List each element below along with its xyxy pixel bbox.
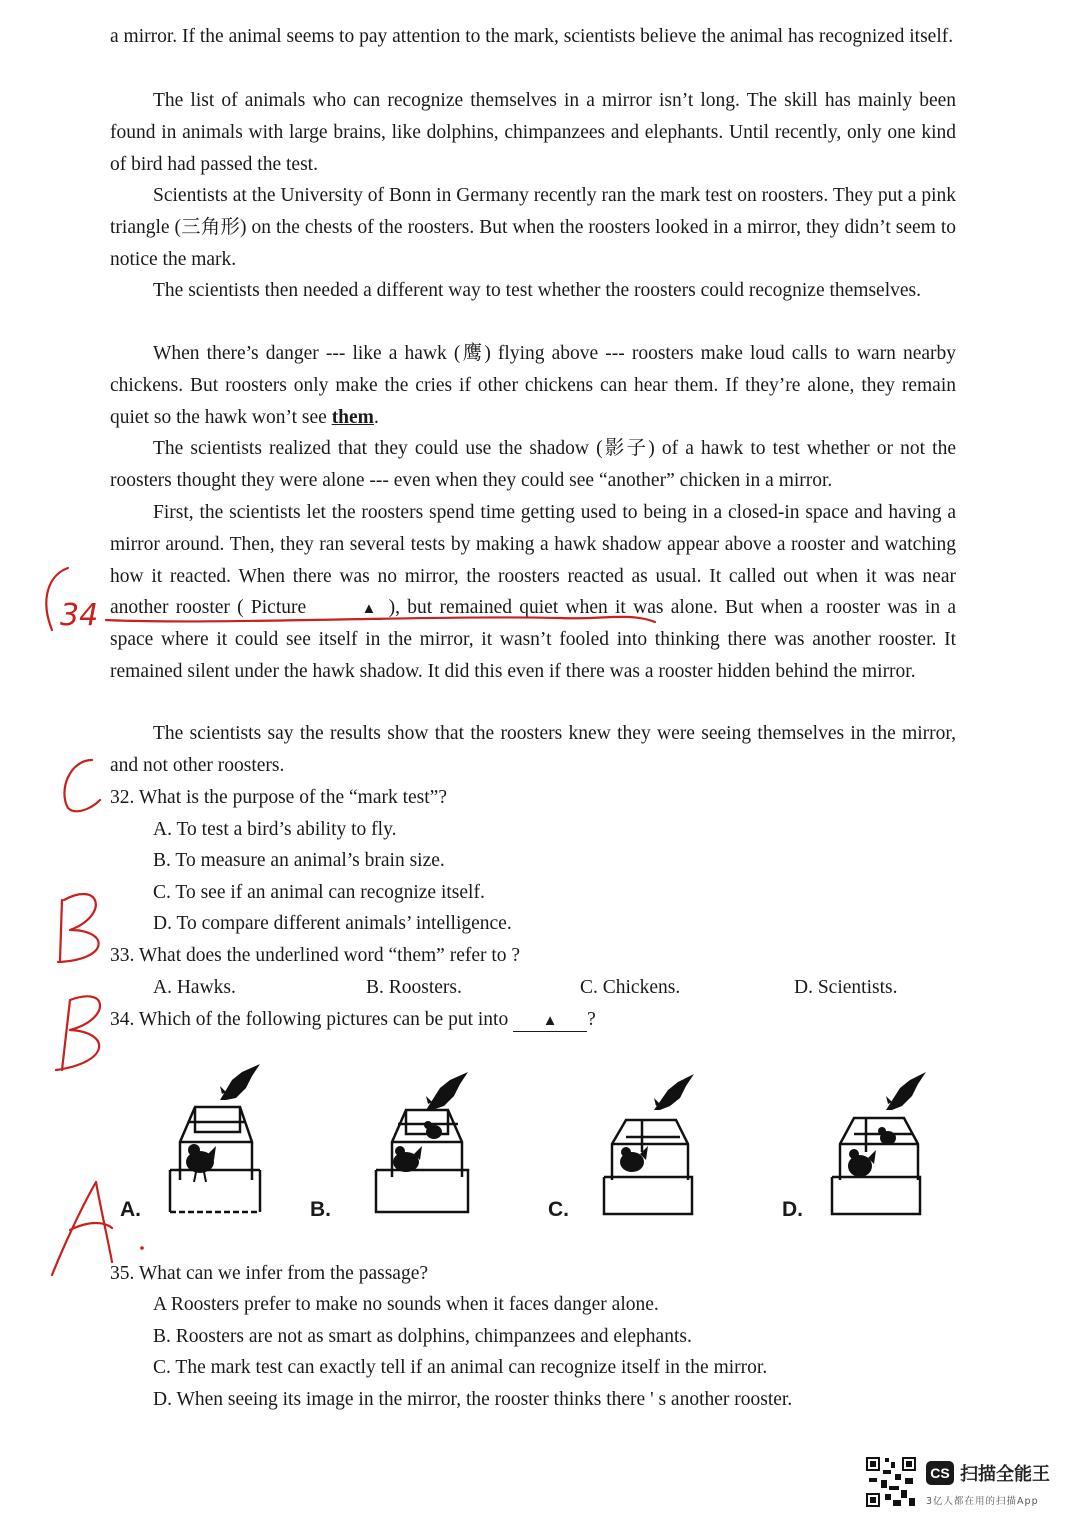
bracket-34-stroke xyxy=(46,568,68,630)
handwritten-answer-33: B xyxy=(2,960,3,961)
question-34-stem xyxy=(110,1004,596,1036)
passage-paragraph-0: a mirror. If the animal seems to pay attention to the mark, scientists believe the animal has recognized itself. xyxy=(110,26,954,47)
passage-paragraph-2: Scientists at the University of Bonn in Germany recently ran the mark test on roosters. They put a pink triangle (三角形) on the chests of the roosters. But when the roosters looked in a mirror, they didn’t seem to notice the mark. xyxy=(110,185,956,270)
camscanner-slogan: 3亿人都在用的扫描App xyxy=(926,1496,1039,1507)
passage-paragraph-5: The scientists realized that they could use the shadow (影子) of a hawk to test whether or not the roosters thought they were alone --- even when they could see “another” chicken in a mirror. xyxy=(110,438,956,491)
handwritten-answer-32: C xyxy=(2,812,3,813)
picture-d-label: D. xyxy=(782,1198,803,1221)
picture-b xyxy=(370,1062,510,1232)
picture-c-label: C. xyxy=(548,1198,569,1221)
picture-d xyxy=(826,1062,966,1232)
passage-paragraph-6 xyxy=(110,497,956,688)
p4-text-after: . xyxy=(373,406,379,428)
passage-paragraph-4 xyxy=(110,338,956,433)
question-33-option-d: D. Scientists. xyxy=(794,977,898,998)
underlined-word-them: them xyxy=(331,406,374,428)
handwritten-answer-35: A xyxy=(2,1270,3,1271)
p6-text-after: ), but remained quiet when it was alone. But when a rooster was in a space where it could see itself in the mirror, it wasn’t fooled into thinking there was another rooster. It remained silent under the hawk shadow. It did this even if there was a rooster hidden behind the mirror. xyxy=(110,597,956,682)
question-33-option-a: A. Hawks. xyxy=(153,977,236,998)
picture-a xyxy=(160,1062,300,1232)
question-33-option-c: C. Chickens. xyxy=(580,977,681,998)
picture-b-label: B. xyxy=(310,1198,331,1221)
answer-34-b-stroke xyxy=(56,996,100,1070)
question-32-option-b: B. To measure an animal’s brain size. xyxy=(153,850,445,871)
passage-paragraph-3: The scientists then needed a different way to test whether the roosters could recognize themselves. xyxy=(153,280,922,301)
question-35-option-b: B. Roosters are not as smart as dolphins, chimpanzees and elephants. xyxy=(153,1326,692,1347)
question-35-stem: 35. What can we infer from the passage? xyxy=(110,1263,429,1284)
p6-text-before: First, the scientists let the roosters spend time getting used to being in a closed-in space and having a mirror around. Then, they ran several tests by making a hawk shadow appear above a rooster and watching how it reacted. When there was no mirror, the roosters reacted as usual. It called out when it was near another rooster ( Picture xyxy=(110,502,956,619)
passage-paragraph-7: The scientists say the results show that the roosters knew they were seeing themselves in the mirror, and not other roosters. xyxy=(110,723,956,776)
camscanner-app-name: 扫描全能王 xyxy=(960,1464,1050,1485)
camscanner-logo-badge: CS xyxy=(926,1461,954,1485)
question-35-option-c: C. The mark test can exactly tell if an animal can recognize itself in the mirror. xyxy=(153,1357,768,1378)
question-33-stem: 33. What does the underlined word “them” refer to ? xyxy=(110,945,521,966)
answer-35-a-stroke xyxy=(52,1182,112,1275)
p4-text-before: When there’s danger --- like a hawk (鹰) flying above --- roosters make loud calls to warn nearby chickens. But roosters only make the cries if other chickens can hear them. If they’re alone, they remain quiet so the hawk won’t see xyxy=(110,343,956,428)
question-32-option-a: A. To test a bird’s ability to fly. xyxy=(153,819,397,840)
picture-blank: ▲ xyxy=(313,599,381,620)
handwritten-mark-34: 34 xyxy=(60,598,99,633)
question-33-option-b: B. Roosters. xyxy=(366,977,462,998)
q34-stem-text: 34. Which of the following pictures can be put into xyxy=(110,1009,514,1030)
passage-paragraph-1: The list of animals who can recognize themselves in a mirror isn’t long. The skill has mainly been found in animals with large brains, like dolphins, chimpanzees and elephants. Until recently, only one kind of bird had passed the test. xyxy=(110,90,956,175)
q34-blank: ▲ xyxy=(513,1011,587,1032)
picture-a-label: A. xyxy=(120,1198,141,1221)
handwritten-answer-34: B xyxy=(2,1070,3,1071)
question-32-stem: 32. What is the purpose of the “mark test”? xyxy=(110,787,447,808)
question-35-option-a: A Roosters prefer to make no sounds when it faces danger alone. xyxy=(153,1294,659,1315)
question-32-option-c: C. To see if an animal can recognize itself. xyxy=(153,882,485,903)
question-32-option-d: D. To compare different animals’ intelligence. xyxy=(153,913,512,934)
qr-code-icon xyxy=(865,1456,917,1508)
picture-c xyxy=(598,1062,738,1232)
question-35-option-d: D. When seeing its image in the mirror, the rooster thinks there ' s another rooster. xyxy=(153,1389,793,1410)
answer-32-c-stroke xyxy=(64,760,100,811)
answer-33-b-stroke xyxy=(58,894,99,962)
q34-stem-end: ? xyxy=(587,1009,596,1030)
